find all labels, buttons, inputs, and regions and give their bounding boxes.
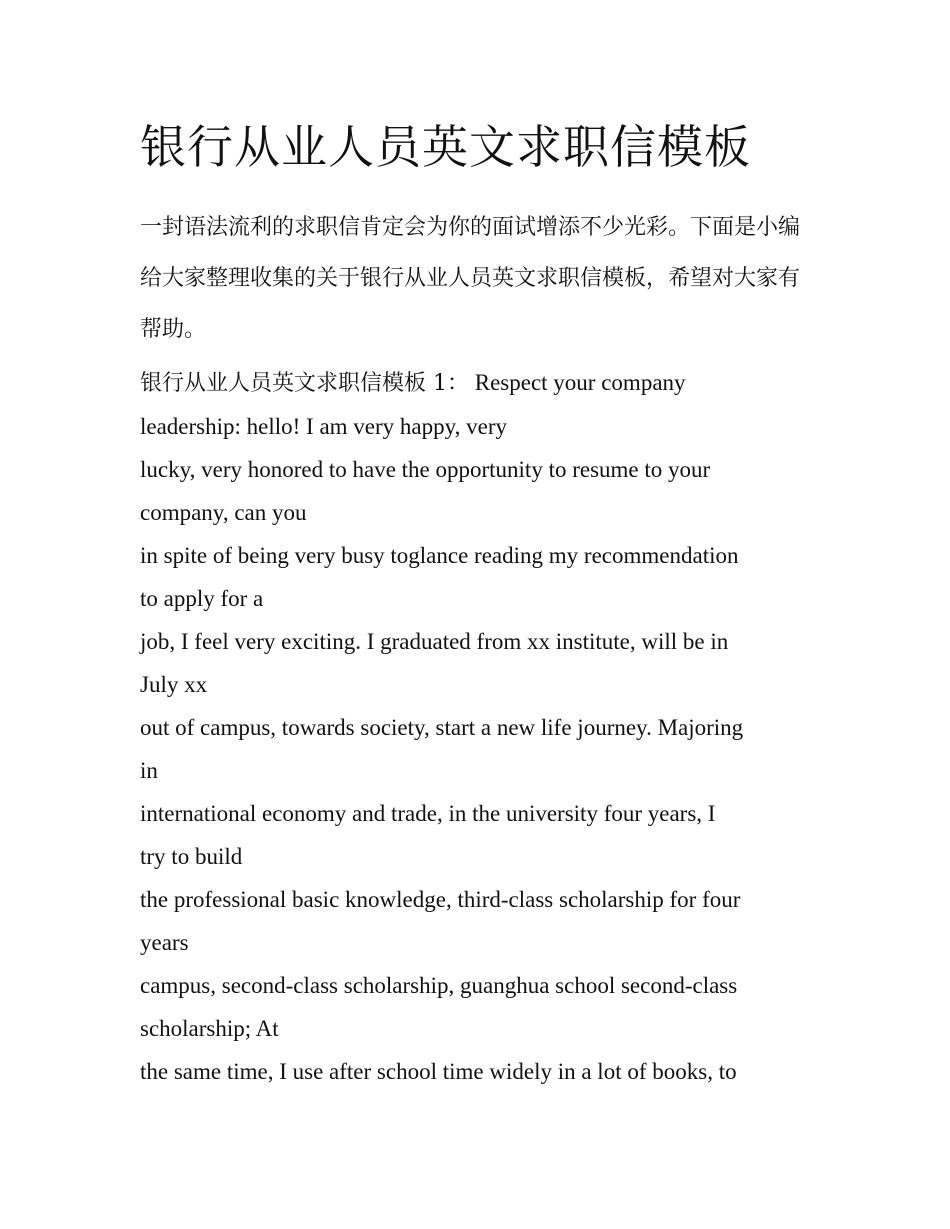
letter-line: the same time, I use after school time widely in a lot of books, to	[140, 1059, 737, 1084]
letter-line: company, can you	[140, 500, 307, 525]
letter-line: lucky, very honored to have the opportunity to resume to your	[140, 457, 711, 482]
letter-line: international economy and trade, in the university four years, I	[140, 801, 716, 826]
letter-line: July xx	[140, 672, 208, 697]
letter-line: scholarship; At	[140, 1016, 279, 1041]
letter-line: in spite of being very busy toglance reading my recommendation	[140, 543, 739, 568]
letter-line: leadership: hello! I am very happy, very	[140, 414, 508, 439]
letter-line: job, I feel very exciting. I graduated from xx institute, will be in	[140, 629, 729, 654]
letter-line: to apply for a	[140, 586, 264, 611]
letter-line	[140, 361, 820, 405]
letter-line-text: Respect your company	[474, 370, 686, 395]
letter-body	[140, 361, 820, 1093]
document-content	[140, 112, 820, 1093]
letter-line: in	[140, 758, 158, 783]
section-heading: 银行从业人员英文求职信模板 1：	[140, 371, 469, 396]
letter-line: years	[140, 930, 189, 955]
letter-line: the professional basic knowledge, third-class scholarship for four	[140, 887, 741, 912]
letter-line: out of campus, towards society, start a new life journey. Majoring	[140, 715, 744, 740]
intro-paragraph: 一封语法流利的求职信肯定会为你的面试增添不少光彩。下面是小编给大家整理收集的关于银行从业人员英文求职信模板，希望对大家有帮助。	[140, 215, 801, 342]
letter-line: try to build	[140, 844, 243, 869]
document-title: 银行从业人员英文求职信模板	[140, 120, 751, 174]
letter-line: campus, second-class scholarship, guanghua school second-class	[140, 973, 738, 998]
